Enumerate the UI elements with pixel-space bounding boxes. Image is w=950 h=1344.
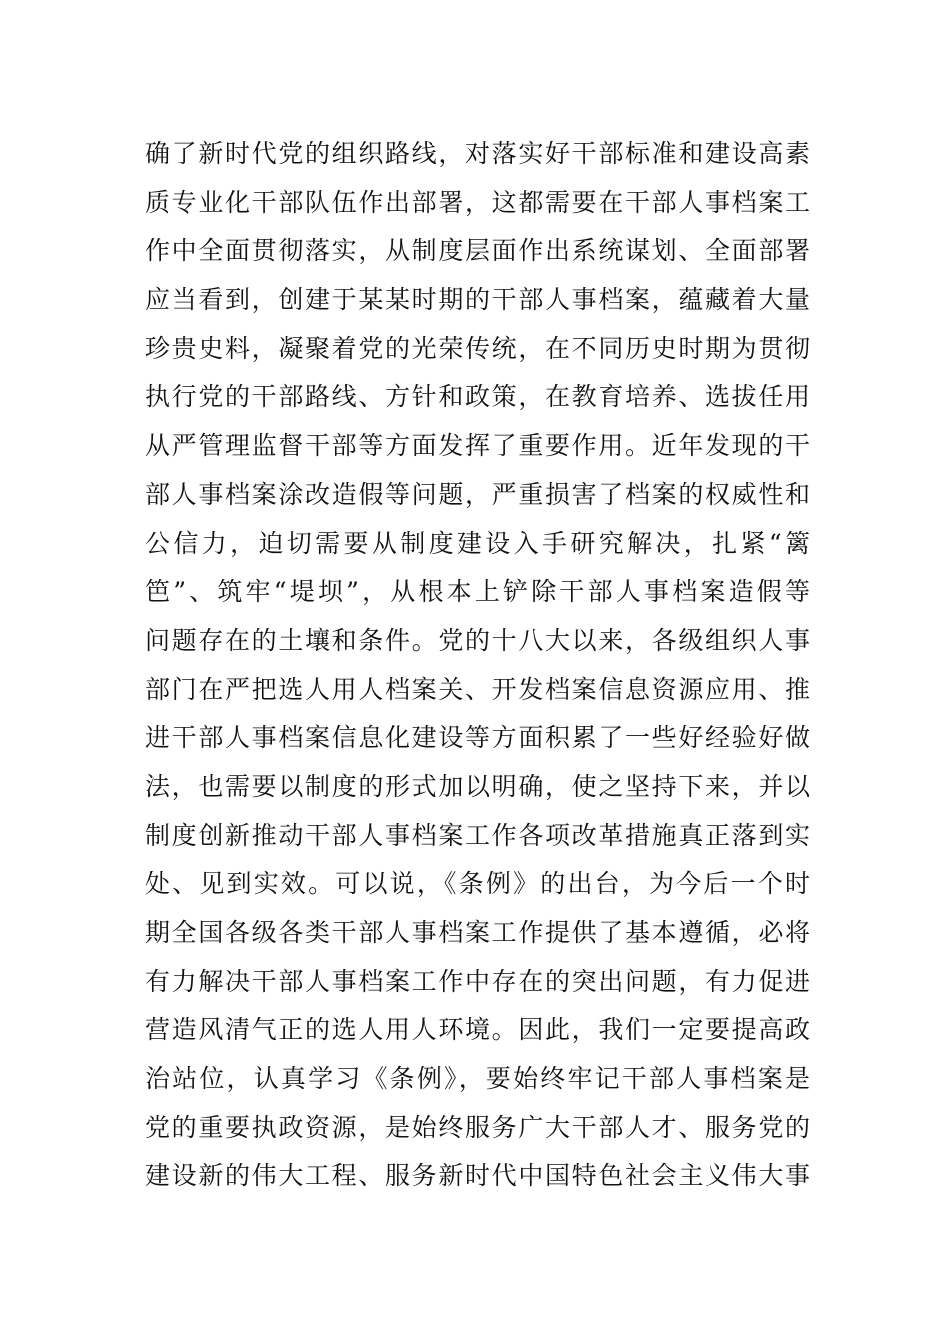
text-line-15: 制度创新推动干部人事档案工作各项改革措施真正落到实 [145,820,810,850]
text-line-21: 党的重要执政资源，是始终服务广大干部人才、服务党的 [145,1112,810,1142]
text-line-9: 公信力，迫切需要从制度建设入手研究解决，扎紧“篱 [145,528,810,558]
text-line-18: 有力解决干部人事档案工作中存在的突出问题，有力促进 [145,966,810,996]
text-line-11: 问题存在的土壤和条件。党的十八大以来，各级组织人事 [145,625,810,655]
text-line-19: 营造风清气正的选人用人环境。因此，我们一定要提高政 [145,1015,810,1045]
text-line-16: 处、见到实效。可以说，《条例》的出台，为今后一个时 [145,869,810,899]
text-line-13: 进干部人事档案信息化建设等方面积累了一些好经验好做 [145,723,810,753]
text-line-2: 质专业化干部队伍作出部署，这都需要在干部人事档案工 [145,187,810,217]
text-line-14: 法，也需要以制度的形式加以明确，使之坚持下来，并以 [145,771,810,801]
text-line-1: 确了新时代党的组织路线，对落实好干部标准和建设高素 [145,139,810,168]
text-line-7: 从严管理监督干部等方面发挥了重要作用。近年发现的干 [145,431,810,461]
text-line-5: 珍贵史料，凝聚着党的光荣传统，在不同历史时期为贯彻 [145,333,810,363]
text-line-12: 部门在严把选人用人档案关、开发档案信息资源应用、推 [145,674,810,704]
text-line-3: 作中全面贯彻落实，从制度层面作出系统谋划、全面部署 [145,236,810,266]
text-line-17: 期全国各级各类干部人事档案工作提供了基本遵循，必将 [145,918,810,947]
text-line-10: 笆”、筑牢“堤坝”，从根本上铲除干部人事档案造假等 [145,577,810,607]
body-text [145,130,810,1201]
text-line-20: 治站位，认真学习《条例》，要始终牢记干部人事档案是 [145,1064,810,1094]
text-line-4: 应当看到，创建于某某时期的干部人事档案，蕴藏着大量 [145,285,810,315]
text-line-6: 执行党的干部路线、方针和政策，在教育培养、选拔任用 [145,382,810,412]
text-line-22: 建设新的伟大工程、服务新时代中国特色社会主义伟大事 [145,1161,810,1191]
text-line-8: 部人事档案涂改造假等问题，严重损害了档案的权威性和 [145,479,810,509]
